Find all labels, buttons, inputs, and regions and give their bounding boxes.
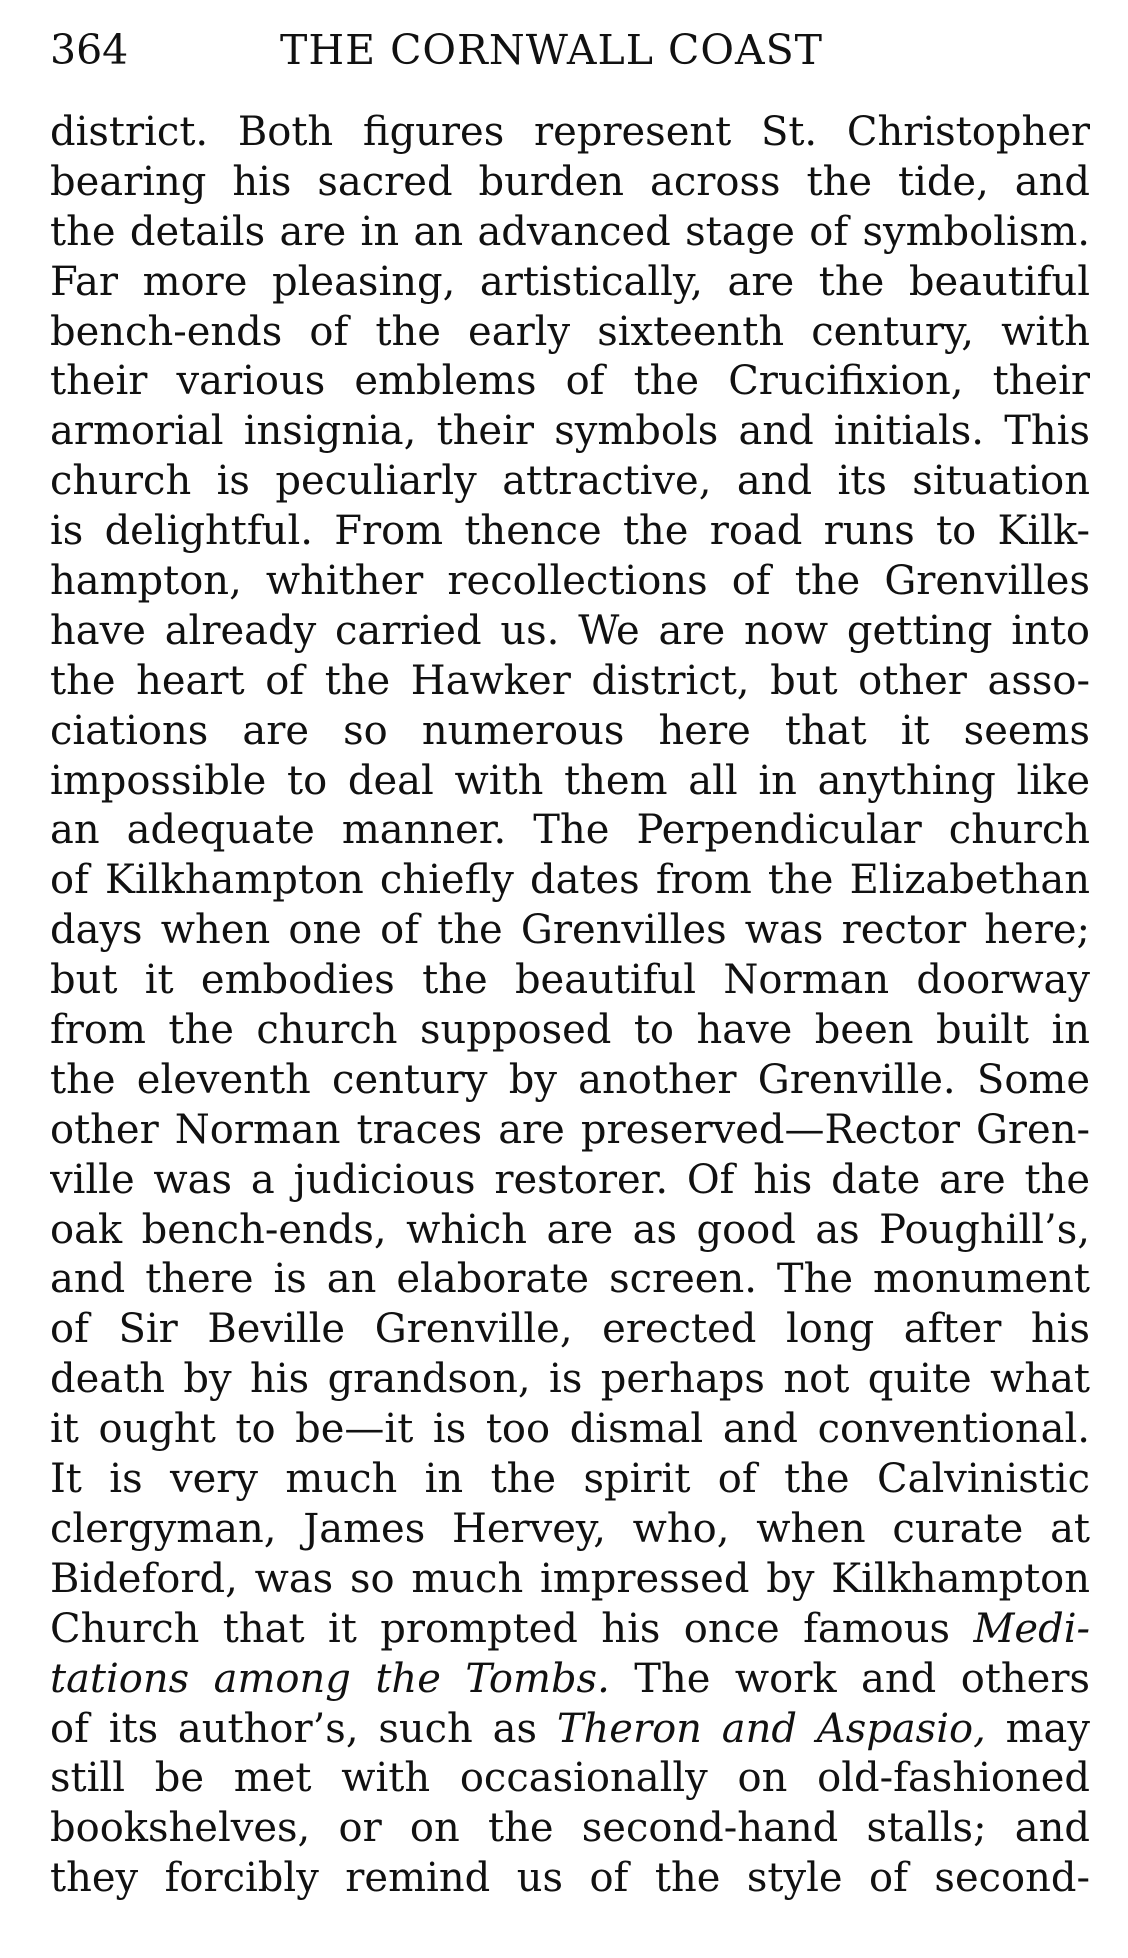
text-line: of Sir Beville Grenville, erected long after his [50,1306,1090,1353]
text-line: ciations are so numerous here that it seems [50,707,1090,754]
page-header [50,20,1090,80]
text-line: death by his grandson, is perhaps not quite what [50,1356,1090,1403]
text-line: impossible to deal with them all in anything like [50,757,1090,804]
page-number: 364 [50,26,129,74]
text-line: ville was a judicious restorer. Of his date are the [50,1156,1090,1203]
text-line: bearing his sacred burden across the tide, and [50,158,1090,205]
text-line: clergyman, James Hervey, who, when curate at [50,1505,1090,1552]
text-line: days when one of the Grenvilles was rector here; [50,907,1090,954]
text-line: church is peculiarly attractive, and its situation [50,458,1090,505]
text-line: is delightful. From thence the road runs to Kilk- [50,508,1090,555]
text-line: an adequate manner. The Perpendicular church [50,807,1090,854]
text-line: from the church supposed to have been built in [50,1007,1090,1054]
italic-title: tations among the Tombs. [50,1655,610,1702]
text-line: have already carried us. We are now getting into [50,607,1090,654]
text-line: armorial insignia, their symbols and initials. This [50,408,1090,455]
text-line: oak bench-ends, which are as good as Poughill’s, [50,1206,1090,1253]
text-line: Far more pleasing, artistically, are the beautiful [50,258,1090,305]
text-line: bench-ends of the early sixteenth century, with [50,308,1090,355]
text-line: hampton, whither recollections of the Grenvilles [50,558,1090,605]
text-line: but it embodies the beautiful Norman doorway [50,957,1090,1004]
text-line: the heart of the Hawker district, but other asso- [50,657,1090,704]
text-line: It is very much in the spirit of the Calvinistic [50,1456,1090,1503]
text-line: their various emblems of the Crucifixion, their [50,358,1090,405]
text-line: they forcibly remind us of the style of second- [50,1855,1090,1902]
italic-title: Medi- [973,1605,1090,1652]
text-line: district. Both figures represent St. Christopher [50,109,1090,155]
running-title: THE CORNWALL COAST [280,26,824,74]
text-line: tations among the Tombs. The work and others [50,1655,1090,1702]
text-line: Church that it prompted his once famous Medi- [50,1605,1090,1652]
text-line: of its author’s, such as Theron and Aspasio, may [50,1705,1090,1752]
text-line: still be met with occasionally on old-fashioned [50,1755,1090,1802]
body-text [50,108,1090,1904]
text-line: Bideford, was so much impressed by Kilkhampton [50,1555,1090,1602]
text-line: and there is an elaborate screen. The monument [50,1256,1090,1303]
text-line: the details are in an advanced stage of symbolism. [50,208,1090,255]
text-line: of Kilkhampton chiefly dates from the Elizabethan [50,857,1090,904]
italic-title: Theron and Aspasio, [556,1705,986,1752]
text-line: the eleventh century by another Grenville. Some [50,1056,1090,1103]
text-line: other Norman traces are preserved—Rector Gren- [50,1106,1090,1153]
text-line: bookshelves, or on the second-hand stalls; and [50,1805,1090,1852]
text-line: it ought to be—it is too dismal and conventional. [50,1406,1090,1453]
